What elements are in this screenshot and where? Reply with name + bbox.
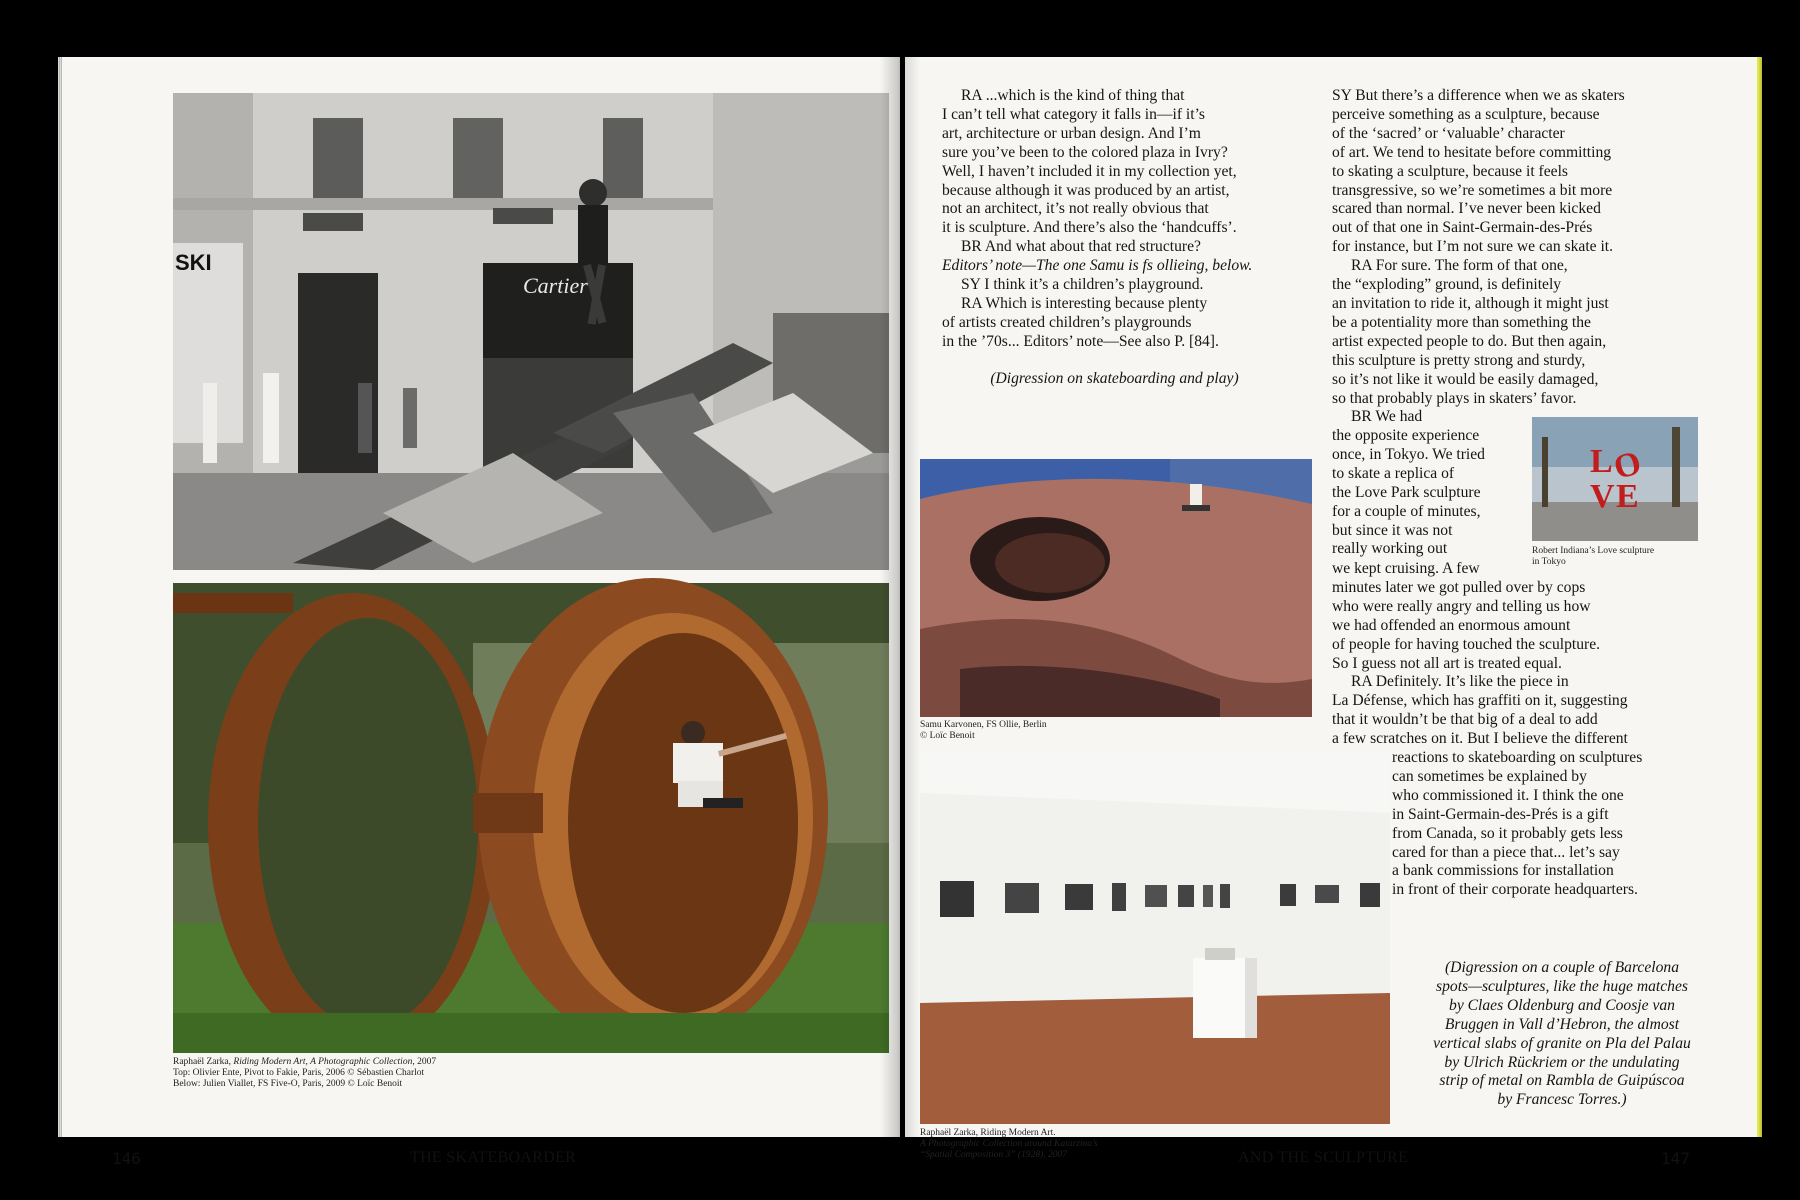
love-letter-l: L bbox=[1590, 443, 1613, 480]
text-line: scared than normal. I’ve never been kicked bbox=[1332, 200, 1601, 218]
text-line: art, architecture or urban design. And I’m bbox=[942, 124, 1201, 142]
text-line: RA Which is interesting because plenty bbox=[961, 294, 1208, 312]
text-line: who commissioned it. I think the one bbox=[1392, 786, 1624, 804]
text-line: by Francesc Torres.) bbox=[1497, 1091, 1627, 1109]
caption-line-3: Below: Julien Viallet, FS Five-O, Paris, 2009 © Loïc Benoit bbox=[173, 1079, 403, 1089]
text-line: SY I think it’s a children’s playground. bbox=[961, 276, 1204, 294]
text-line: can sometimes be explained by bbox=[1392, 767, 1587, 785]
text-line: in Saint-Germain-des-Prés is a gift bbox=[1392, 805, 1609, 823]
photo-paris-pivot bbox=[173, 93, 889, 570]
text-line: spots—sculptures, like the huge matches bbox=[1436, 977, 1688, 995]
text-line: in the ’70s... Editors’ note—See also P. [84]. bbox=[942, 332, 1219, 350]
text-line: Well, I haven’t included it in my collection yet, bbox=[942, 162, 1237, 180]
text-line: out of that one in Saint-Germain-des-Prés bbox=[1332, 219, 1593, 237]
right-page bbox=[905, 57, 1757, 1168]
text-line: once, in Tokyo. We tried bbox=[1332, 445, 1485, 463]
text-line: of artists created children’s playgrounds bbox=[942, 313, 1192, 331]
caption-line: Robert Indiana’s Love sculpture bbox=[1532, 546, 1655, 556]
caption-line: Raphaël Zarka, Riding Modern Art. bbox=[920, 1128, 1056, 1138]
photo-gallery-installation bbox=[920, 753, 1390, 1124]
photo-love-sculpture bbox=[1532, 417, 1698, 541]
text-line: the Love Park sculpture bbox=[1332, 483, 1481, 501]
text-line: (Digression on a couple of Barcelona bbox=[1444, 959, 1679, 976]
caption-line-1: Raphaël Zarka, Riding Modern Art, A Photographic Collection, 2007 bbox=[173, 1057, 437, 1067]
page-number-left: 146 bbox=[112, 1149, 141, 1168]
text-line: from Canada, so it probably gets less bbox=[1392, 824, 1623, 842]
spine-shadow bbox=[880, 57, 920, 1137]
caption-line: A Photographic Collection around Katarzina’s bbox=[920, 1139, 1098, 1149]
text-line: be a potentiality more than something the bbox=[1332, 313, 1591, 331]
left-page bbox=[62, 57, 900, 1168]
text-line: but since it was not bbox=[1332, 521, 1453, 539]
text-line: perceive something as a sculpture, because bbox=[1332, 105, 1600, 123]
text-line: the opposite experience bbox=[1332, 427, 1480, 444]
editors-note: Editors’ note—The one Samu is fs ollieing, below. bbox=[942, 257, 1253, 275]
text-line: an invitation to ride it, although it might just bbox=[1332, 294, 1609, 312]
caption-line: in Tokyo bbox=[1532, 557, 1566, 567]
running-head-right: AND THE SCULPTURE bbox=[1238, 1149, 1409, 1166]
text-line: reactions to skateboarding on sculptures bbox=[1392, 749, 1643, 766]
digression-heading: (Digression on skateboarding and play) bbox=[990, 369, 1239, 387]
love-letter-v: V bbox=[1590, 478, 1615, 515]
caption-line-2: Top: Olivier Ente, Pivot to Fakie, Paris, 2006 © Sébastien Charlot bbox=[173, 1068, 425, 1078]
text-line: not an architect, it’s not really obvious that bbox=[942, 200, 1209, 218]
left-photo-caption bbox=[173, 1057, 593, 1090]
barcelona-digression bbox=[1392, 959, 1732, 1110]
column-1-text bbox=[942, 87, 1287, 389]
ollie-caption bbox=[920, 720, 1220, 742]
page-number-right: 147 bbox=[1661, 1149, 1690, 1168]
text-line: BR And what about that red structure? bbox=[961, 238, 1201, 256]
photo-samu-ollie bbox=[920, 459, 1312, 717]
text-line: for a couple of minutes, bbox=[1332, 502, 1481, 520]
caption-line: © Loïc Benoit bbox=[920, 731, 975, 741]
caption-line: “Spatial Composition 3” (1928), 2007 bbox=[920, 1150, 1067, 1160]
text-line: SY But there’s a difference when we as skaters bbox=[1332, 87, 1625, 104]
text-line: for instance, but I’m not sure we can skate it. bbox=[1332, 238, 1614, 256]
column-2-text bbox=[1332, 87, 1732, 427]
text-line: by Claes Oldenburg and Coosje van bbox=[1449, 996, 1675, 1014]
text-line: in front of their corporate headquarters. bbox=[1392, 881, 1638, 899]
text-line: of the ‘sacred’ or ‘valuable’ character bbox=[1332, 124, 1565, 142]
text-line: minutes later we got pulled over by cops bbox=[1332, 578, 1586, 596]
text-line: to skating a sculpture, because it feels bbox=[1332, 162, 1568, 180]
text-line: a bank commissions for installation bbox=[1392, 862, 1614, 880]
text-line: transgressive, so we’re sometimes a bit more bbox=[1332, 181, 1613, 199]
text-line: this sculpture is pretty strong and sturdy, bbox=[1332, 351, 1586, 369]
store-sign-text: SKI bbox=[175, 250, 212, 275]
text-line: it is sculpture. And there’s also the ‘handcuffs’. bbox=[942, 219, 1237, 237]
text-line: RA For sure. The form of that one, bbox=[1351, 257, 1568, 275]
text-line: So I guess not all art is treated equal. bbox=[1332, 654, 1562, 672]
text-line: the “exploding” ground, is definitely bbox=[1332, 276, 1562, 294]
love-letter-e: E bbox=[1616, 478, 1639, 515]
text-line: of people for having touched the sculpture. bbox=[1332, 635, 1601, 653]
text-line: RA Definitely. It’s like the piece in bbox=[1351, 673, 1569, 691]
text-line: to skate a replica of bbox=[1332, 464, 1455, 482]
love-letter-o: O bbox=[1609, 444, 1646, 487]
text-line: so that probably plays in skaters’ favor. bbox=[1332, 389, 1577, 407]
caption-line: Samu Karvonen, FS Ollie, Berlin bbox=[920, 720, 1047, 730]
photo-steel-rings bbox=[173, 583, 889, 1053]
text-line: we had offended an enormous amount bbox=[1332, 616, 1571, 634]
text-line: because although it was produced by an artist, bbox=[942, 181, 1230, 199]
text-line: who were really angry and telling us how bbox=[1332, 597, 1591, 615]
text-line: really working out bbox=[1332, 540, 1448, 558]
text-line: so it’s not like it would be easily damaged, bbox=[1332, 370, 1599, 388]
text-line: Bruggen in Vall d’Hebron, the almost bbox=[1444, 1015, 1680, 1033]
text-line: La Défense, which has graffiti on it, suggesting bbox=[1332, 692, 1628, 710]
text-line: I can’t tell what category it falls in—if it’s bbox=[942, 105, 1205, 123]
column-2-narrow-text bbox=[1332, 427, 1532, 559]
text-line: RA ...which is the kind of thing that bbox=[961, 87, 1185, 104]
text-line: cared for than a piece that... let’s say bbox=[1392, 843, 1620, 861]
text-line: sure you’ve been to the colored plaza in Ivry? bbox=[942, 143, 1228, 161]
text-line: that it wouldn’t be that big of a deal to add bbox=[1332, 711, 1598, 729]
text-line: BR We had bbox=[1351, 408, 1423, 426]
column-2-indented-text bbox=[1392, 749, 1732, 900]
text-line: of art. We tend to hesitate before committing bbox=[1332, 143, 1612, 161]
text-line: we kept cruising. A few bbox=[1332, 560, 1480, 577]
running-head-left: THE SKATEBOARDER bbox=[410, 1149, 577, 1166]
cartier-sign: Cartier bbox=[523, 273, 588, 298]
column-2-continued-text bbox=[1332, 560, 1732, 749]
text-line: artist expected people to do. But then again, bbox=[1332, 332, 1607, 350]
text-line: by Ulrich Rückriem or the undulating bbox=[1444, 1053, 1680, 1071]
text-line: vertical slabs of granite on Pla del Palau bbox=[1433, 1034, 1691, 1052]
gallery-caption bbox=[920, 1128, 1220, 1161]
text-line: a few scratches on it. But I believe the different bbox=[1332, 730, 1628, 748]
text-line: strip of metal on Rambla de Guipúscoa bbox=[1439, 1072, 1685, 1090]
